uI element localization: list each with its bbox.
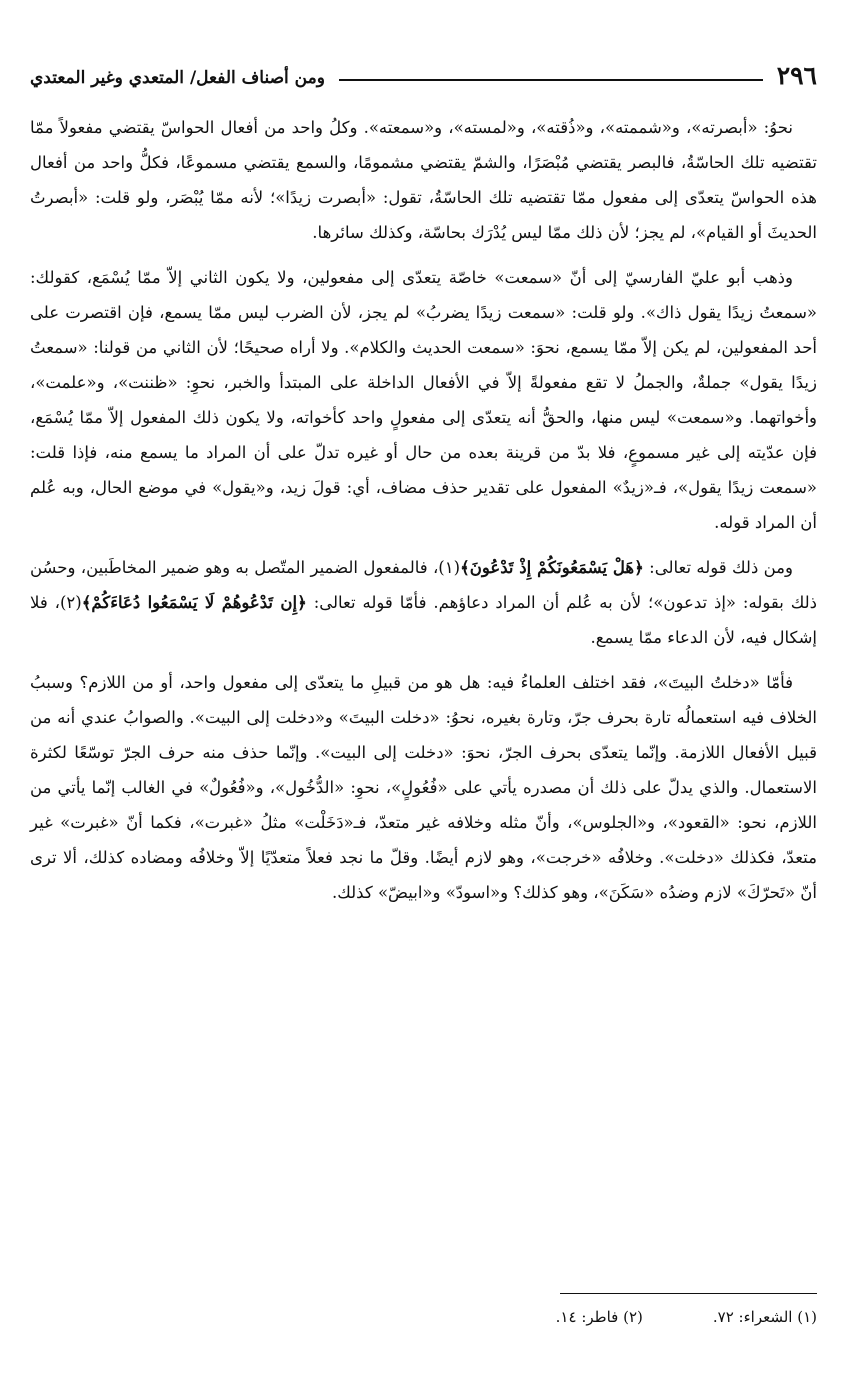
header-rule bbox=[339, 79, 763, 81]
paragraph-dakhaltu: فأمّا «دخلتُ البيتَ»، فقد اختلف العلماءُ فيه: هل هو من قبيلِ ما يتعدّى إلى مفعول واحد، أو من اللازم؟ وسببُ الخلاف فيه استعمالُه تارة بحرف جرّ، وتارة بغيره، نحوُ: «دخلت البيتَ» و«دخلت إلى البيت». والصوابُ عندي أنه من قبيل الأفعال اللازمة. وإنّما يتعدّى بحرف الجرّ، نحوَ: «دخلت إلى البيت». وإنّما حذف منه حرف الجرّ توسّعًا لكثرة الاستعمال. والذي يدلّ على ذلك أن مصدره يأتي على «فُعُولٍ»، نحوِ: «الدُّخُول»، و«فُعُولٌ» في الغالب إنّما يأتي من اللازم، نحو: «القعود»، و«الجلوس»، وأنّ مثله وخلافه غير متعدّ، فـ«دَخَلْت» مثلُ «غبرت»، فكما أنّ «غبرت» غير متعدّ، فكذلك «دخلت». وخلافُه «خرجت»، وهو لازم أيضًا. وقلّ ما نجد فعلاً متعدّيًا إلاّ وخلافُه ومضاده كذلك، ألا ترى أنّ «تَحرّكَ» لازم وضدُه «سَكَنَ»، وهو كذلك؟ و«اسودّ» و«ابيضّ» كذلك. bbox=[30, 673, 817, 902]
body-text bbox=[30, 110, 817, 920]
paragraph-senses: نحوُ: «أبصرته»، و«شممته»، و«ذُقته»، و«لمسته»، و«سمعته». وكلُ واحد من أفعال الحواسّ يقتضي مفعولاً ممّا تقتضيه تلك الحاسّةُ، فالبصر يقتضي مُبْصَرًا، والشمّ يقتضي مشمومًا، والسمع يقتضي مسموعًا، فكلُّ واحد من أفعال هذه الحواسّ يتعدّى إلى مفعول ممّا تقتضيه تلك الحاسّةُ، تقول: «أبصرت زيدًا»؛ لأنه ممّا يُبْصَر، ولو قلت: «أبصرتُ الحديثَ أو القيام»، لم يجز؛ لأن ذلك ممّا ليس يُدْرَك بحاسّة، وكذلك سائرها. bbox=[30, 118, 817, 242]
paragraph-text: (١)، فالمفعول الضمير المتّصل به وهو ضمير المخاطَبين، وحسُن ذلك بقوله: «إذ تدعون»؛ لأن به عُلم أن المراد دعاؤهم. فأمّا قوله تعالى: bbox=[30, 558, 817, 612]
page-header bbox=[30, 54, 817, 88]
quran-verse: ﴿هَلْ يَسْمَعُونَكُمْ إِذْ تَدْعُونَ﴾ bbox=[460, 558, 644, 577]
quran-verse: ﴿إِن تَدْعُوهُمْ لَا يَسْمَعُوا دُعَاءَكُمْ﴾ bbox=[81, 593, 307, 612]
page-number: ٢٩٦ bbox=[776, 61, 817, 90]
paragraph-quran-examples bbox=[30, 550, 817, 655]
footnote: (٢) فاطر: ١٤. bbox=[555, 1308, 643, 1326]
footnote: (١) الشعراء: ٧٢. bbox=[712, 1308, 817, 1326]
paragraph-text: (٢)، فلا إشكال فيه، لأن الدعاء ممّا يسمع. bbox=[30, 593, 817, 647]
paragraph-farisi: وذهب أبو عليّ الفارسيّ إلى أنّ «سمعت» خاصّة يتعدّى إلى مفعولين، ولا يكون الثاني إلاّ ممّا يُسْمَع، كقولك: «سمعتُ زيدًا يقول ذاك». ولو قلت: «سمعت زيدًا يضربُ» لم يجز، لأن الضرب ليس ممّا يسمع، فإن اقتصرت على أحد المفعولين، لم يكن إلاّ ممّا يسمع، نحوَ: «سمعت الحديث والكلام». ولا أراه صحيحًا؛ لأن الثاني من قولنا: «سمعتُ زيدًا يقول» جملةٌ، والجملُ لا تقع مفعولةً إلاّ في الأفعال الداخلة على المبتدأ والخبر، نحوِ: «ظننت»، و«علمت»، وأخواتهما. و«سمعت» ليس منها، والحقُّ أنه يتعدّى إلى مفعولٍ واحد كأخواته، ولا يكون ذلك المفعول إلاّ ممّا يُسْمَع، فإن عدّيته إلى غير مسموعٍ، فلا بدّ من قرينة بعده من حال أو غيره تدلّ على أن المراد ما يسمع منه، فإذا قلت: «سمعت زيدًا يقول»، فـ«زيدٌ» المفعول على تقدير حذف مضاف، أي: قولَ زيد، و«يقول» في موضع الحال، وبه عُلم أن المراد قوله. bbox=[30, 268, 817, 532]
paragraph-text: ومن ذلك قوله تعالى: bbox=[643, 558, 793, 577]
running-title: ومن أصناف الفعل/ المتعدي وغير المعتدي bbox=[30, 67, 325, 88]
footnote-rule bbox=[560, 1293, 817, 1294]
footnotes bbox=[30, 1305, 817, 1329]
